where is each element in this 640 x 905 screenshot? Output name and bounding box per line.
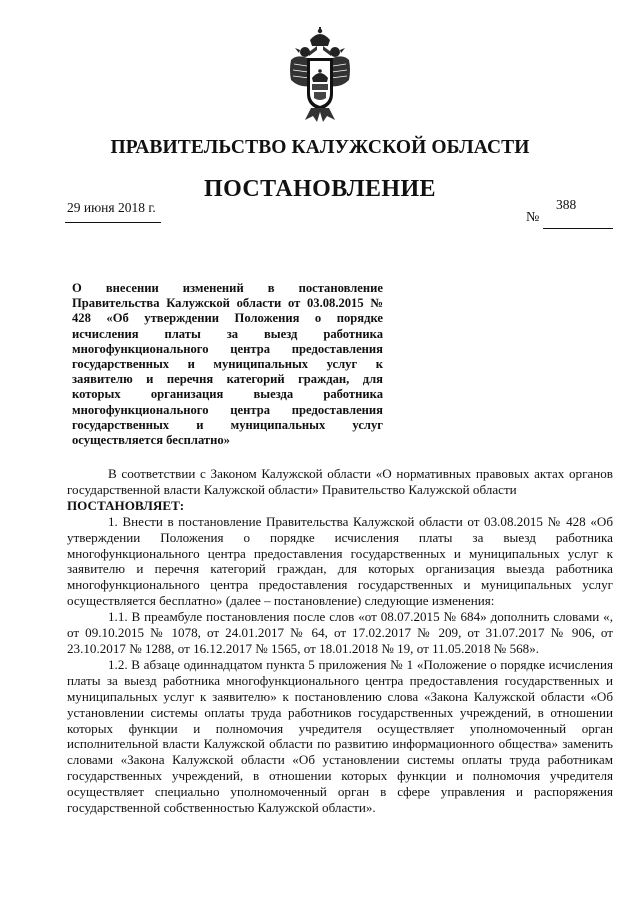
document-type-title: ПОСТАНОВЛЕНИЕ — [204, 176, 436, 202]
kaluga-coat-of-arms-icon — [287, 26, 353, 126]
item-1-paragraph: 1. Внести в постановление Правительства Калужской области от 03.08.2015 № 428 «Об утверждении Положения о порядке исчисления платы за выезд работника многофункционального центра предоставления государственных и муниципальных услуг к заявителю и перечня категорий граждан, для которых организация выезда работника многофункционального центра предоставления государственных и муниципальных услуг осуществляется бесплатно» (далее – постановление) следующие изменения: — [67, 513, 613, 609]
preamble-paragraph: В соответствии с Законом Калужской области «О нормативных правовых актах органов государственной власти Калужской области» Правительство Калужской области — [67, 466, 613, 497]
number-sign: № — [526, 210, 540, 225]
document-date: 29 июня 2018 г. — [67, 200, 156, 215]
government-title: ПРАВИТЕЛЬСТВО КАЛУЖСКОЙ ОБЛАСТИ — [110, 137, 530, 158]
document-body — [67, 466, 613, 816]
item-1-2-paragraph: 1.2. В абзаце одиннадцатом пункта 5 приложения № 1 «Положение о порядке исчисления платы за выезд работника многофункционального центра предоставления государственных и муниципальных услуг к заявителю» к постановлению слова «Закона Калужской области «Об установлении системы оплаты труда работников государственных учреждений, в отношении которых функции и полномочия учредителя осуществляет уполномоченный орган исполнительной власти Калужской области по развитию информационного общества» заменить словами «Закона Калужской области «Об установлении системы оплаты труда работникам государственных учреждений, в отношении которых функции и полномочия учредителя осуществляет специально уполномоченный орган в сфере управления и распоряжения государственной собственностью Калужской области». — [67, 656, 613, 816]
date-underline — [65, 222, 161, 223]
item-1-1-paragraph: 1.1. В преамбуле постановления после слов «от 08.07.2015 № 684» дополнить словами «, от 09.10.2015 № 1078, от 24.01.2017 № 64, от 17.02.2017 № 209, от 31.07.2017 № 906, от 23.10.2017 № 1288, от 16.12.2017 № 1565, от 18.01.2018 № 19, от 11.05.2018 № 568». — [67, 609, 613, 656]
document-number: 388 — [556, 197, 577, 212]
document-subject: О внесении изменений в постановление Правительства Калужской области от 03.08.2015 № 428 «Об утверждении Положения о порядке исчисления платы за выезд работника многофункционального центра предоставления государственных и муниципальных услуг к заявителю и перечня категорий граждан, для которых организация выезда работника многофункционального центра предоставления государственных и муниципальных услуг осуществляется бесплатно» — [72, 281, 383, 448]
decree-word: ПОСТАНОВЛЯЕТ: — [67, 497, 185, 513]
number-underline — [543, 228, 613, 229]
